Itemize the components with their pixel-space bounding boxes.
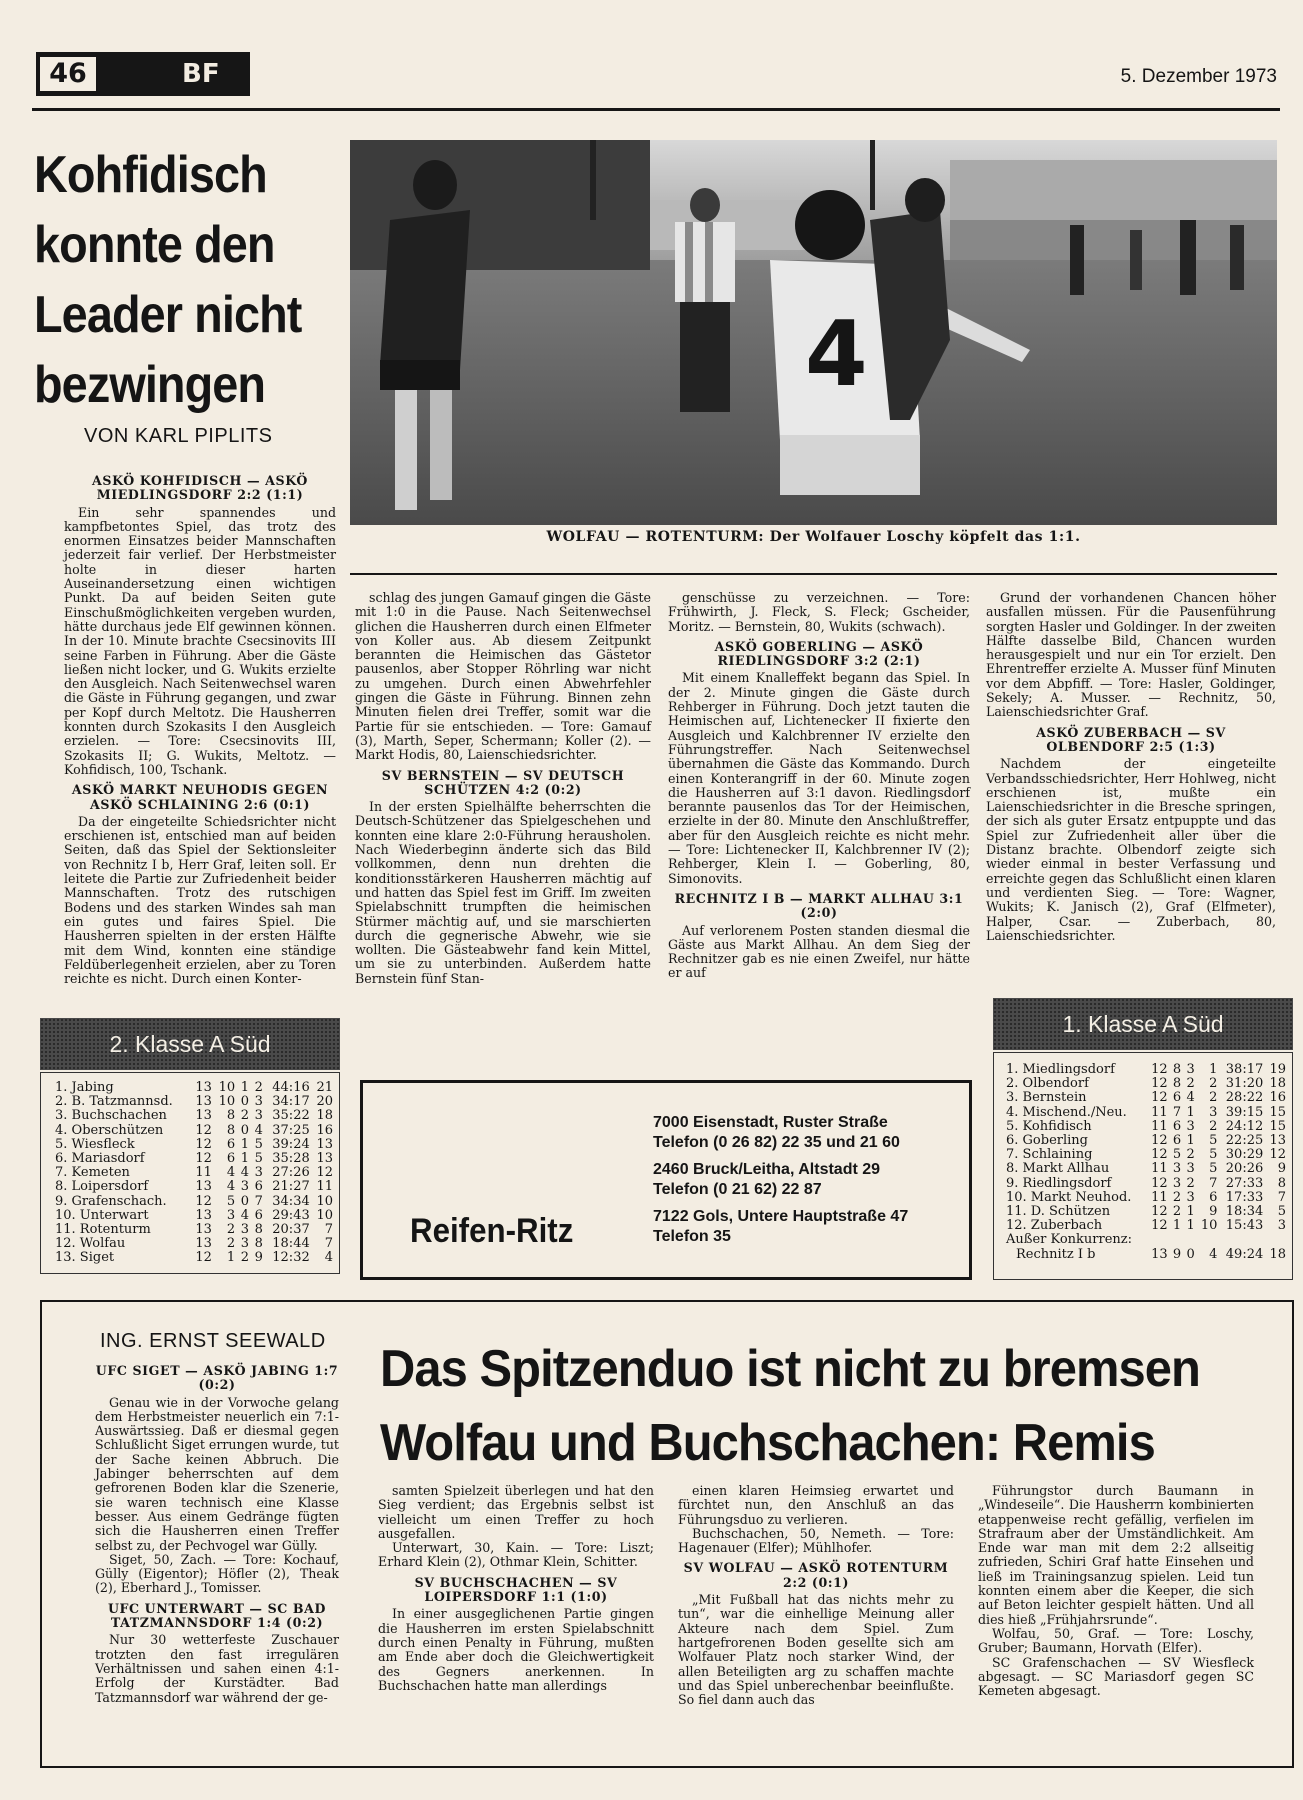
match-heading: ASKÖ GOBERLING — ASKÖ RIEDLINGSDORF 3:2 (2:1) bbox=[714, 638, 924, 669]
standings-table-a bbox=[53, 1081, 335, 1266]
standings-value: 3 bbox=[254, 1108, 263, 1124]
article1-column-4 bbox=[986, 591, 1276, 943]
team-name: 10. Markt Neuhod. bbox=[1006, 1189, 1132, 1205]
team-name: 7. Schlaining bbox=[1006, 1147, 1093, 1163]
article-paragraph: Nur 30 wetterfeste Zuschauer trotzten den fast irregulären Verhältnissen und sahen einen 4:1-Erfolg der Kurstädter. Bad Tatzmannsdorf war während der ge- bbox=[95, 1632, 339, 1705]
standings-value: 4 bbox=[240, 1165, 249, 1181]
standings-row bbox=[53, 1152, 335, 1166]
standings-value: 13 bbox=[195, 1094, 212, 1110]
standings-value: 0 bbox=[240, 1122, 249, 1138]
match-heading: ASKÖ ZUBERBACH — SV OLBENDORF 2:5 (1:3) bbox=[1036, 724, 1226, 754]
standings-value: 4 bbox=[226, 1179, 236, 1195]
standings-value: 12 bbox=[1151, 1218, 1168, 1234]
standings-value: 3 bbox=[1209, 1104, 1218, 1120]
team-name: 5. Wiesfleck bbox=[55, 1136, 135, 1152]
team-name: 10. Unterwart bbox=[55, 1207, 149, 1223]
standings-value: 3 bbox=[1172, 1175, 1182, 1191]
standings-value: 10 bbox=[218, 1094, 236, 1110]
match-photo bbox=[350, 140, 1277, 525]
standings-value: 2 bbox=[240, 1250, 249, 1266]
standings-row bbox=[53, 1124, 335, 1138]
standings-value: 44:16 bbox=[272, 1080, 310, 1095]
issue-date: 5. Dezember 1973 bbox=[1120, 66, 1277, 87]
team-name: 6. Goberling bbox=[1006, 1133, 1088, 1149]
standings-value: 10 bbox=[316, 1207, 333, 1223]
standings-value: 10 bbox=[218, 1080, 236, 1095]
article-paragraph: Siget, 50, Zach. — Tore: Kochauf, Gülly (Eigentor); Höfler (2), Theak (2), Eberhard J., Tomisser. bbox=[95, 1551, 339, 1596]
article-paragraph: Buchschachen, 50, Nemeth. — Tore: Hagenauer (Elfer); Mühlhofer. bbox=[678, 1525, 954, 1556]
standings-value: 20:37 bbox=[272, 1222, 310, 1238]
standings-value: 7 bbox=[1277, 1189, 1286, 1205]
team-name: 1. Miedlingsdorf bbox=[1006, 1062, 1115, 1077]
table-a-title: 2. Klasse A Süd bbox=[40, 1018, 340, 1070]
team-name: 12. Zuberbach bbox=[1006, 1218, 1103, 1234]
advert-phone-1: Telefon (0 26 82) 22 35 und 21 60 bbox=[653, 1134, 900, 1151]
photo-caption: WOLFAU — ROTENTURM: Der Wolfauer Loschy köpfelt das 1:1. bbox=[546, 529, 1081, 545]
standings-value: 21:27 bbox=[272, 1179, 310, 1195]
standings-value: 12 bbox=[195, 1136, 212, 1152]
standings-value: 15 bbox=[1269, 1118, 1286, 1134]
standings-value: 18 bbox=[1269, 1246, 1286, 1262]
standings-value: 9 bbox=[254, 1250, 263, 1266]
standings-value: 0 bbox=[1186, 1246, 1195, 1262]
standings-value: 34:34 bbox=[272, 1193, 310, 1209]
standings-value: 38:17 bbox=[1225, 1062, 1264, 1077]
svg-text:4: 4 bbox=[805, 302, 868, 407]
article-paragraph: „Mit Fußball hat das nichts mehr zu tun“, war die einhellige Meinung aller Akteure nach dem Spiel. Zum hartgefrorenen Boden gesellte sich am Wolfauer Platz noch starker Wind, der allen Beteiligten arg zu schaffen machte und das Spiel unberechenbar beeinflußte. So fiel dann auch das bbox=[678, 1592, 954, 1708]
page-number: 46 bbox=[38, 55, 98, 93]
standings-value: 12 bbox=[1151, 1147, 1168, 1163]
standings-row bbox=[1004, 1205, 1288, 1219]
standings-value: 11 bbox=[1151, 1189, 1168, 1205]
team-name: 4. Mischend./Neu. bbox=[1006, 1104, 1127, 1120]
standings-value: 12:32 bbox=[272, 1250, 310, 1266]
standings-row bbox=[1004, 1077, 1288, 1091]
standings-value: 4 bbox=[254, 1122, 263, 1138]
advert-address-3: 7122 Gols, Untere Hauptstraße 47 bbox=[653, 1208, 909, 1225]
standings-value: 11 bbox=[1151, 1104, 1168, 1120]
team-name: 2. Olbendorf bbox=[1006, 1076, 1089, 1092]
article-paragraph: Wolfau, 50, Graf. — Tore: Loschy, Gruber; Baumann, Horvath (Elfer). bbox=[978, 1625, 1254, 1656]
standings-value: 1 bbox=[240, 1080, 249, 1095]
standings-value: 3 bbox=[1172, 1161, 1182, 1177]
standings-value: 3 bbox=[1186, 1118, 1195, 1134]
header-rule bbox=[32, 108, 1280, 111]
standings-value: 16 bbox=[316, 1122, 333, 1138]
standings-value: 27:26 bbox=[272, 1165, 310, 1181]
standings-value: 13 bbox=[195, 1207, 212, 1223]
photo-scene bbox=[350, 140, 1277, 525]
standings-row bbox=[53, 1209, 335, 1223]
standings-value: 6 bbox=[1172, 1090, 1182, 1106]
standings-value: 5 bbox=[1209, 1133, 1218, 1149]
article-paragraph: Unterwart, 30, Kain. — Tore: Liszt; Erhard Klein (2), Othmar Klein, Schitter. bbox=[378, 1540, 654, 1570]
standings-value: 6 bbox=[254, 1179, 263, 1195]
standings-value: 3 bbox=[226, 1207, 236, 1223]
article-paragraph: samten Spielzeit überlegen und hat den Sieg verdient; das Ergebnis selbst ist vielleicht um einen Treffer zu hoch ausgefallen. bbox=[378, 1483, 654, 1541]
standings-value: 2 bbox=[226, 1222, 236, 1238]
standings-row bbox=[53, 1251, 335, 1265]
standings-value: 12 bbox=[195, 1151, 212, 1167]
standings-value: 7 bbox=[1209, 1175, 1218, 1191]
standings-value: 4 bbox=[240, 1207, 249, 1223]
standings-value: 9 bbox=[1172, 1246, 1182, 1262]
standings-row bbox=[53, 1095, 335, 1109]
standings-value: 12 bbox=[1151, 1062, 1168, 1077]
standings-value: 3 bbox=[240, 1179, 249, 1195]
article1-headline: Kohfidisch konnte den Leader nicht bezwingen bbox=[34, 146, 302, 414]
standings-value: 12 bbox=[195, 1250, 212, 1266]
standings-value: 16 bbox=[1269, 1090, 1286, 1106]
standings-row bbox=[53, 1180, 335, 1194]
standings-value: 4 bbox=[1209, 1246, 1218, 1262]
standings-value: 2 bbox=[226, 1236, 236, 1252]
article-paragraph: einen klaren Heimsieg erwartet und fürchtet nun, den Anschluß an das Führungsduo zu verlieren. bbox=[678, 1483, 954, 1527]
article-paragraph: Ein sehr spannendes und kampfbetontes Spiel, das trotz des enormen Einsatzes beider Mannschaften jederzeit fair verlief. Der Herbstmeister holte in dieser harten Auseinandersetzung einen wichtigen Punkt. Da auf beiden Seiten gute Einschußmöglichkeiten vergeben wurden, hätte durchaus jede Elf gewinnen können. In der 10. Minute brachte Csecsinovits III seine Farben in Führung. Aber die Gäste ließen nicht locker, und G. Wukits erzielte den Ausgleich. Nach Seitenwechsel waren die Gäste in Führung gegangen, und zwar per Kopf durch Meltotz. Die Hausherren konnten durch Szokasits I den Ausgleich erzielen. — Tore: Csecsinovits III, Szokasits II; G. Wukits, Meltotz. — Kohfidisch, 100, Tschank. bbox=[64, 504, 336, 777]
table-b-title: 1. Klasse A Süd bbox=[993, 998, 1293, 1050]
standings-value: 15 bbox=[1269, 1104, 1286, 1120]
standings-value: 13 bbox=[1269, 1133, 1286, 1149]
article-paragraph: In der ersten Spielhälfte beherrschten die Deutsch-Schützener das Spielgeschehen und konnten eine klare 2:0-Führung herausholen. Nach Wiederbeginn änderte sich das Bild vollkommen, denn nun drehten die konditionsstärkeren Hausherren mächtig auf und hatten das Spiel fest im Griff. Im zweiten Spielabschnitt trumpften die heimischen Stürmer mächtig auf, und sie marschierten durch die gegnerische Abwehr, wie sie wollten. Die Gästeabwehr fand kein Mittel, um sie zu unterbinden. Außerdem hatte Bernstein fünf Stan- bbox=[355, 799, 651, 986]
photo-rule bbox=[350, 573, 1277, 575]
standings-value: 20:26 bbox=[1225, 1161, 1264, 1177]
standings-value: 11 bbox=[1151, 1161, 1168, 1177]
standings-value: 8 bbox=[1277, 1175, 1286, 1191]
standings-row bbox=[53, 1166, 335, 1180]
article1-column-3 bbox=[668, 591, 970, 981]
standings-value: 13 bbox=[195, 1236, 212, 1252]
article-paragraph: SC Grafenschachen — SV Wiesfleck abgesagt. — SC Mariasdorf gegen SC Kemeten abgesagt. bbox=[978, 1654, 1254, 1699]
article1-byline: VON KARL PIPLITS bbox=[84, 425, 273, 447]
standings-row bbox=[1004, 1120, 1288, 1134]
standings-value: 5 bbox=[226, 1193, 236, 1209]
article-paragraph: In einer ausgeglichenen Partie gingen die Hausherren im ersten Spielabschnitt durch einen Penalty in Führung, mußten am Ende aber doch die Gleichwertigkeit des Gegners anerkennen. In Buchschachen hatte man allerdings bbox=[378, 1606, 654, 1693]
standings-value: 2 bbox=[240, 1108, 249, 1124]
standings-value: 3 bbox=[254, 1165, 263, 1181]
table-a-box bbox=[40, 1072, 340, 1274]
standings-value: 18:44 bbox=[272, 1236, 310, 1252]
standings-value: 12 bbox=[195, 1122, 212, 1138]
advert-phone-3: Telefon 35 bbox=[653, 1228, 731, 1245]
team-name: 4. Oberschützen bbox=[55, 1122, 164, 1138]
team-name: 12. Wolfau bbox=[55, 1236, 126, 1252]
section-label: BF bbox=[182, 59, 220, 89]
standings-row bbox=[1004, 1177, 1288, 1191]
article-paragraph: Genau wie in der Vorwoche gelang dem Herbstmeister neuerlich ein 7:1-Auswärtssieg. Daß er diesmal gegen Schlußlicht Siget errungen wurde, tut der Sache keinen Abbruch. Die Jabinger beherrschten auf dem gefrorenen Boden klar die Szenerie, sie waren technisch eine Klasse besser. Aus einem Gedränge fügten sich die Hausherren einen Treffer selbst zu, der Pechvogel war Gülly. bbox=[95, 1394, 339, 1553]
standings-value: 1 bbox=[1186, 1218, 1195, 1234]
standings-row bbox=[1004, 1248, 1288, 1262]
standings-value: 8 bbox=[1172, 1062, 1182, 1077]
standings-value: 2 bbox=[1209, 1118, 1218, 1134]
standings-row bbox=[1004, 1191, 1288, 1205]
standings-value: 24:12 bbox=[1225, 1118, 1264, 1134]
article-paragraph: Nachdem der eingeteilte Verbandsschiedsrichter, Herr Hohlweg, nicht erschienen ist, mußte ein Laienschiedsrichter in die Bresche springen, der sich als guter Ersatz entpuppte und das Spiel zur Zufriedenheit aller über die Distanz brachte. Olbendorf zeigte sich wieder einmal in bester Verfassung und erreichte gegen das Schlußlicht einen klaren und verdienten Sieg. — Tore: Wagner, Wukits; K. Janisch (2), Graf (Elfmeter), Halper, Csar. — Zuberbach, 80, Laienschiedsrichter. bbox=[986, 756, 1276, 943]
standings-value: 37:25 bbox=[272, 1122, 310, 1138]
standings-value: 15:43 bbox=[1225, 1218, 1264, 1234]
standings-table-b bbox=[1004, 1063, 1288, 1262]
standings-value: 35:22 bbox=[272, 1108, 310, 1124]
standings-value: 2 bbox=[1172, 1189, 1182, 1205]
standings-value: 4 bbox=[1186, 1090, 1195, 1106]
team-name: 9. Riedlingsdorf bbox=[1006, 1175, 1112, 1191]
article2-headline: Das Spitzenduo ist nicht zu bremsen Wolfau und Buchschachen: Remis bbox=[380, 1340, 1200, 1472]
standings-value: 13 bbox=[316, 1136, 333, 1152]
standings-value: 8 bbox=[1172, 1076, 1182, 1092]
standings-value: 13 bbox=[195, 1222, 212, 1238]
standings-value: 7 bbox=[324, 1222, 333, 1238]
article2-column-4 bbox=[978, 1484, 1254, 1698]
team-name: 13. Siget bbox=[55, 1250, 115, 1266]
standings-value: 5 bbox=[1209, 1147, 1218, 1163]
standings-value: 12 bbox=[316, 1165, 333, 1181]
standings-value: 2 bbox=[1186, 1175, 1195, 1191]
standings-value: 3 bbox=[1277, 1218, 1286, 1234]
standings-value: 4 bbox=[226, 1165, 236, 1181]
team-name: 11. D. Schützen bbox=[1006, 1204, 1111, 1220]
standings-value: 11 bbox=[1151, 1118, 1168, 1134]
standings-value: 8 bbox=[226, 1122, 236, 1138]
standings-value: 3 bbox=[1186, 1062, 1195, 1077]
standings-value: 3 bbox=[1186, 1189, 1195, 1205]
standings-value: 6 bbox=[1209, 1189, 1218, 1205]
match-heading: RECHNITZ I B — MARKT ALLHAU 3:1 (2:0) bbox=[674, 890, 964, 921]
standings-value: 6 bbox=[254, 1207, 263, 1223]
standings-value: 8 bbox=[254, 1222, 263, 1238]
team-name: 8. Loipersdorf bbox=[55, 1179, 149, 1195]
team-name: 3. Buchschachen bbox=[55, 1108, 167, 1124]
article-paragraph: Mit einem Knalleffekt begann das Spiel. In der 2. Minute gingen die Gäste durch Rehberger in Führung. Doch jetzt tauten die Heimischen auf, Lichtenecker II fixierte den Ausgleich und Kalchbrenner IV erzielte den Führungstreffer. Nach Seitenwechsel übernahmen die Gäste das Kommando. Durch einen Konterangriff in der 60. Minute zogen die Hausherren auf 3:1 davon. Riedlingsdorf berannte pausenlos das Tor der Heimischen, erzielte in der 80. Minute den Anschlußtreffer, aber für den Ausgleich reichte es nicht mehr. — Tore: Lichtenecker II, Kalchbrenner IV (2); Rehberger, Klein I. — Goberling, 80, Simonovits. bbox=[668, 670, 970, 886]
standings-value: 10 bbox=[316, 1193, 333, 1209]
standings-row bbox=[1004, 1219, 1288, 1233]
standings-value: 3 bbox=[1186, 1161, 1195, 1177]
standings-value: 1 bbox=[1172, 1218, 1182, 1234]
table-b-box bbox=[993, 1052, 1293, 1280]
match-heading: SV BERNSTEIN — SV DEUTSCH SCHÜTZEN 4:2 (0:2) bbox=[381, 767, 625, 797]
standings-value: 10 bbox=[1200, 1218, 1218, 1234]
team-name: Rechnitz I b bbox=[1016, 1246, 1096, 1262]
standings-value: 6 bbox=[1172, 1133, 1182, 1149]
standings-value: 12 bbox=[1269, 1147, 1286, 1163]
standings-value: 35:28 bbox=[272, 1151, 310, 1167]
standings-value: 19 bbox=[1269, 1062, 1286, 1077]
team-name: 8. Markt Allhau bbox=[1006, 1161, 1110, 1177]
standings-value: 13 bbox=[195, 1080, 212, 1095]
standings-value: 2 bbox=[254, 1080, 263, 1095]
standings-value: 1 bbox=[1186, 1204, 1195, 1220]
advert-brand: Reifen-Ritz bbox=[410, 1212, 574, 1250]
standings-note-row bbox=[1004, 1233, 1288, 1247]
article1-column-1 bbox=[64, 468, 336, 986]
standings-value: 5 bbox=[1172, 1147, 1182, 1163]
standings-value: 29:43 bbox=[272, 1207, 310, 1223]
standings-value: 28:22 bbox=[1225, 1090, 1264, 1106]
match-heading: UFC UNTERWART — SC BAD TATZMANNSDORF 1:4 (0:2) bbox=[107, 1600, 327, 1631]
standings-row bbox=[53, 1223, 335, 1237]
standings-value: 7 bbox=[1172, 1104, 1182, 1120]
team-name: 5. Kohfidisch bbox=[1006, 1118, 1092, 1134]
standings-value: 12 bbox=[1151, 1175, 1168, 1191]
article-paragraph: Da der eingeteilte Schiedsrichter nicht erschienen ist, entschied man auf beiden Seiten, daß das Spiel der Sektionsleiter von Rechnitz I b, Herr Graf, leiten soll. Er leitete die Partie zur Zufriedenheit beider Mannschaften. Trotz des rutschigen Bodens und des starken Windes sah man ein gutes und faires Spiel. Die Hausherren spielten in der ersten Hälfte mit dem Wind, konnten eine ständige Feldüberlegenheit erzielen, aber zu Toren reichte es nicht. Durch einen Konter- bbox=[64, 813, 336, 987]
standings-value: 4 bbox=[324, 1250, 333, 1266]
standings-value: 2 bbox=[1186, 1076, 1195, 1092]
article-paragraph: Auf verlorenem Posten standen diesmal die Gäste aus Markt Allhau. An dem Sieg der Rechnitzer gab es nie einen Zweifel, nur hätte er auf bbox=[668, 922, 970, 981]
standings-value: 22:25 bbox=[1225, 1133, 1264, 1149]
standings-value: 1 bbox=[1186, 1104, 1195, 1120]
standings-value: 1 bbox=[1209, 1062, 1218, 1077]
standings-value: 5 bbox=[1209, 1161, 1218, 1177]
standings-row bbox=[1004, 1063, 1288, 1077]
standings-row bbox=[1004, 1106, 1288, 1120]
standings-value: 6 bbox=[1172, 1118, 1182, 1134]
article2-column-2 bbox=[378, 1484, 654, 1693]
standings-row bbox=[53, 1109, 335, 1123]
standings-row bbox=[1004, 1134, 1288, 1148]
standings-value: 1 bbox=[226, 1250, 236, 1266]
match-heading: ASKÖ KOHFIDISCH — ASKÖ MIEDLINGSDORF 2:2 (1:1) bbox=[92, 473, 308, 503]
standings-value: 13 bbox=[195, 1108, 212, 1124]
standings-value: 7 bbox=[254, 1193, 263, 1209]
standings-value: 5 bbox=[254, 1136, 263, 1152]
standings-value: 34:17 bbox=[272, 1094, 310, 1110]
standings-value: 3 bbox=[240, 1236, 249, 1252]
standings-value: 31:20 bbox=[1225, 1076, 1264, 1092]
standings-value: 2 bbox=[1209, 1090, 1218, 1106]
standings-row bbox=[53, 1237, 335, 1251]
standings-value: 13 bbox=[195, 1179, 212, 1195]
standings-value: 2 bbox=[1209, 1076, 1218, 1092]
standings-value: 21 bbox=[316, 1080, 333, 1095]
standings-value: 49:24 bbox=[1225, 1246, 1264, 1262]
match-heading: SV WOLFAU — ASKÖ ROTENTURM 2:2 (0:1) bbox=[683, 1560, 949, 1590]
standings-value: 3 bbox=[240, 1222, 249, 1238]
standings-value: 7 bbox=[324, 1236, 333, 1252]
standings-value: 1 bbox=[240, 1151, 249, 1167]
match-heading: SV BUCHSCHACHEN — SV LOIPERSDORF 1:1 (1:0) bbox=[414, 1574, 618, 1605]
match-heading: ASKÖ MARKT NEUHODIS GEGEN ASKÖ SCHLAINING 2:6 (0:1) bbox=[71, 782, 329, 812]
standings-value: 39:24 bbox=[272, 1136, 310, 1152]
standings-value: 8 bbox=[254, 1236, 263, 1252]
standings-value: 12 bbox=[1151, 1133, 1168, 1149]
standings-value: 30:29 bbox=[1225, 1147, 1264, 1163]
standings-row bbox=[1004, 1148, 1288, 1162]
standings-value: 12 bbox=[1151, 1090, 1168, 1106]
standings-row bbox=[53, 1195, 335, 1209]
standings-value: 8 bbox=[226, 1108, 236, 1124]
standings-value: 11 bbox=[316, 1179, 333, 1195]
standings-value: 12 bbox=[1151, 1204, 1168, 1220]
article2-column-3 bbox=[678, 1484, 954, 1707]
standings-value: 9 bbox=[1277, 1161, 1286, 1177]
standings-value: 5 bbox=[1277, 1204, 1286, 1220]
article-paragraph: schlag des jungen Gamauf gingen die Gäste mit 1:0 in die Pause. Nach Seitenwechsel glichen die Hausherren durch einen Elfmeter von Koller aus. Ab diesem Zeitpunkt berannten die Heimischen das Gästetor pausenlos, aber Stopper Röhrling war nicht zu umgehen. Durch einen Abwehrfehler gingen die Gäste in Führung. Binnen zehn Minuten fielen drei Treffer, somit war die Partie für sie entschieden. — Tore: Gamauf (3), Marth, Seper, Schermann; Koller (2). — Markt Hodis, 80, Laienschiedsrichter. bbox=[355, 590, 651, 763]
standings-row bbox=[1004, 1091, 1288, 1105]
standings-value: 20 bbox=[316, 1094, 333, 1110]
advert-address-2: 2460 Bruck/Leitha, Altstadt 29 bbox=[653, 1161, 881, 1178]
standings-value: 18 bbox=[1269, 1076, 1286, 1092]
standings-value: 18:34 bbox=[1225, 1204, 1264, 1220]
standings-row bbox=[53, 1081, 335, 1095]
standings-value: 5 bbox=[254, 1151, 263, 1167]
standings-value: 12 bbox=[1151, 1076, 1168, 1092]
standings-value: 17:33 bbox=[1225, 1189, 1264, 1205]
standings-value: 39:15 bbox=[1225, 1104, 1264, 1120]
standings-value: 12 bbox=[195, 1193, 212, 1209]
standings-value: 11 bbox=[195, 1165, 212, 1181]
standings-value: 27:33 bbox=[1225, 1175, 1264, 1191]
team-name: 9. Grafenschach. bbox=[55, 1193, 167, 1209]
standings-value: 6 bbox=[226, 1151, 236, 1167]
team-name: 1. Jabing bbox=[55, 1080, 114, 1095]
article-paragraph: genschüsse zu verzeichnen. — Tore: Frühwirth, J. Fleck, S. Fleck; Gscheider, Moritz. — Bernstein, 80, Wukits (schwach). bbox=[668, 590, 970, 634]
article1-column-2 bbox=[355, 591, 651, 986]
standings-value: 9 bbox=[1209, 1204, 1218, 1220]
standings-value: 1 bbox=[240, 1136, 249, 1152]
standings-row bbox=[1004, 1162, 1288, 1176]
standings-value: 1 bbox=[1186, 1133, 1195, 1149]
team-name: 11. Rotenturm bbox=[55, 1222, 151, 1238]
team-name: 6. Mariasdorf bbox=[55, 1151, 145, 1167]
standings-value: 6 bbox=[226, 1136, 236, 1152]
advert-address-1: 7000 Eisenstadt, Ruster Straße bbox=[653, 1114, 888, 1131]
standings-value: 13 bbox=[316, 1151, 333, 1167]
team-name: 7. Kemeten bbox=[55, 1165, 130, 1181]
match-heading: UFC SIGET — ASKÖ JABING 1:7 (0:2) bbox=[95, 1363, 339, 1393]
standings-value: 2 bbox=[1172, 1204, 1182, 1220]
standings-value: 0 bbox=[240, 1094, 249, 1110]
standings-row bbox=[53, 1138, 335, 1152]
standings-value: 18 bbox=[316, 1108, 333, 1124]
standings-note: Außer Konkurrenz: bbox=[1006, 1232, 1133, 1248]
team-name: 2. B. Tatzmannsd. bbox=[55, 1094, 173, 1110]
standings-value: 2 bbox=[1186, 1147, 1195, 1163]
article2-byline: ING. ERNST SEEWALD bbox=[100, 1330, 326, 1352]
article-paragraph: Führungstor durch Baumann in „Windeseile“. Die Hausherrn kombinierten etappenweise recht gefällig, verfielen im Strafraum aber der Umständlichkeit. Am Ende war man mit dem 2:2 allseitig zufrieden, Schiri Graf hatte Einsehen und ließ im Trainingsanzug spielen. Leid tun konnten einem aber die Keeper, die sich auf Beton leichter gespielt hätten. Und all dies hieß „Frühjahrsrunde“. bbox=[978, 1483, 1254, 1627]
standings-value: 0 bbox=[240, 1193, 249, 1209]
article2-column-1 bbox=[95, 1358, 339, 1705]
team-name: 3. Bernstein bbox=[1006, 1090, 1087, 1106]
advert-phone-2: Telefon (0 21 62) 22 87 bbox=[653, 1181, 822, 1198]
article-paragraph: Grund der vorhandenen Chancen höher ausfallen müssen. Für die Pausenführung sorgten Hasler und Goldinger. In der zweiten Hälfte dasselbe Bild, Chancen wurden herausgespielt und nur ein Tor erzielt. Den Ehrentreffer erzielte A. Musser fünf Minuten vor dem Abpfiff. — Tore: Hasler, Goldinger, Sekely; A. Musser. — Rechnitz, 50, Laienschiedsrichter Graf. bbox=[986, 590, 1276, 720]
standings-value: 3 bbox=[254, 1094, 263, 1110]
standings-value: 13 bbox=[1151, 1246, 1168, 1262]
